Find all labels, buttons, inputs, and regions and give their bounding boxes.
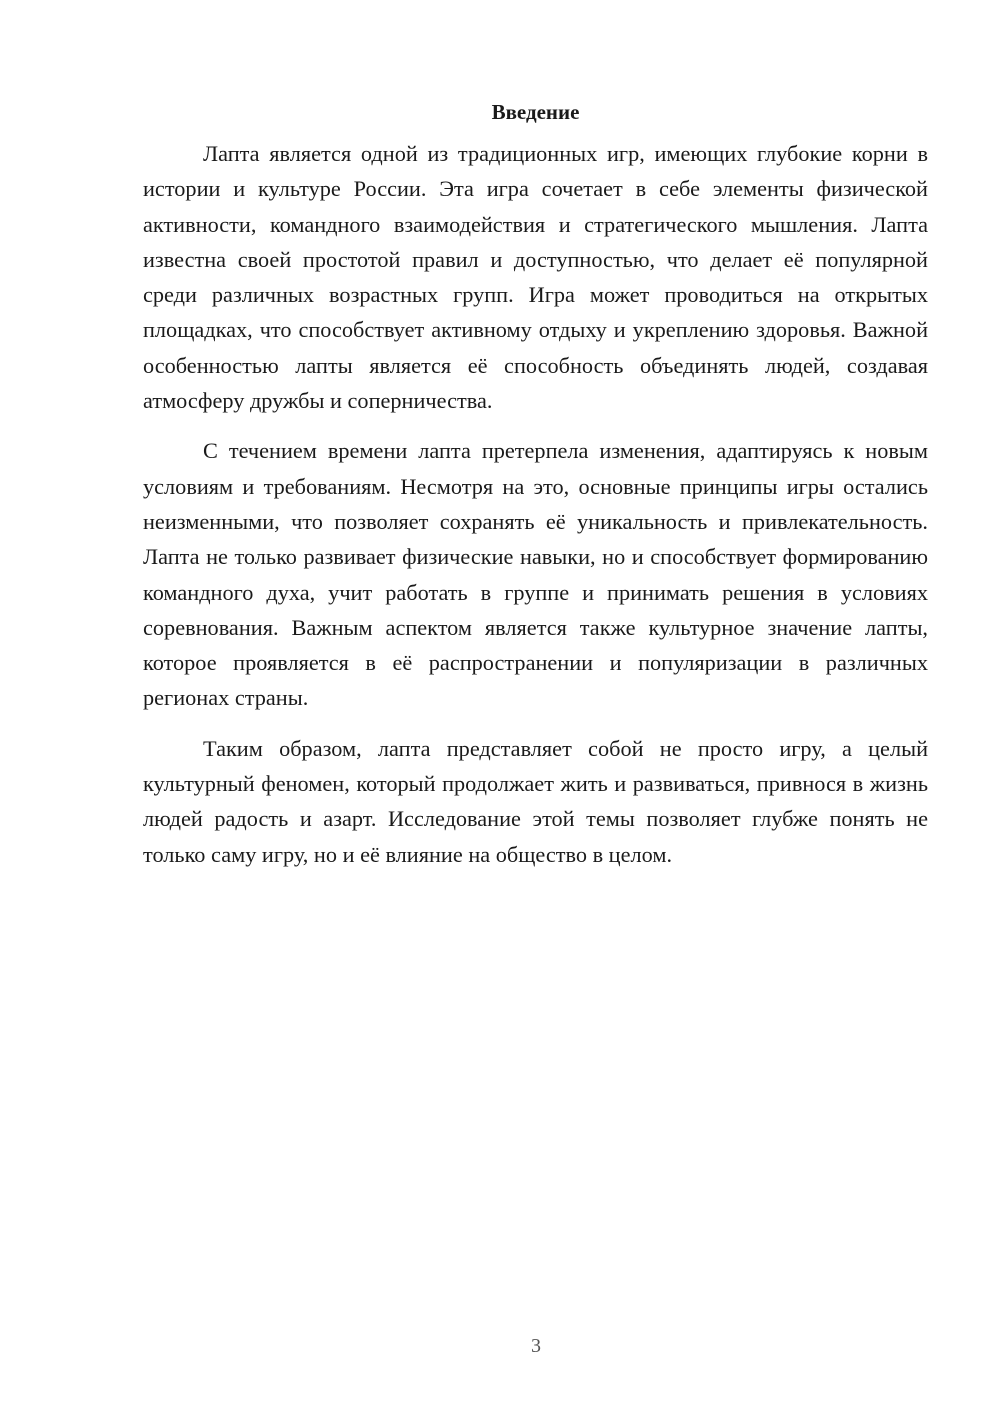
page-number: 3 [531,1335,541,1357]
paragraph-2: С течением времени лапта претерпела изменения, адаптируясь к новым условиям и требованиям. Несмотря на это, основные принципы игры остались неизменными, что позволяет сохранять её уникальность и привлекательность. Лапта не только развивает физические навыки, но и способствует формированию командного духа, учит работать в группе и принимать решения в условиях соревнования. Важным аспектом является также культурное значение лапты, которое проявляется в её распространении и популяризации в различных регионах страны. [143,438,928,711]
page-content [143,98,928,887]
section-heading: Введение [491,100,580,124]
paragraph-1: Лапта является одной из традиционных игр, имеющих глубокие корни в истории и культуре России. Эта игра сочетает в себе элементы физической активности, командного взаимодействия и стратегического мышления. Лапта известна своей простотой правил и доступностью, что делает её популярной среди различных возрастных групп. Игра может проводиться на открытых площадках, что способствует активному отдыху и укреплению здоровья. Важной особенностью лапты является её способность объединять людей, создавая атмосферу дружбы и соперничества. [143,141,928,414]
paragraph-3: Таким образом, лапта представляет собой не просто игру, а целый культурный феномен, который продолжает жить и развиваться, привнося в жизнь людей радость и азарт. Исследование этой темы позволяет глубже понять не только саму игру, но и её влияние на общество в целом. [143,735,928,867]
